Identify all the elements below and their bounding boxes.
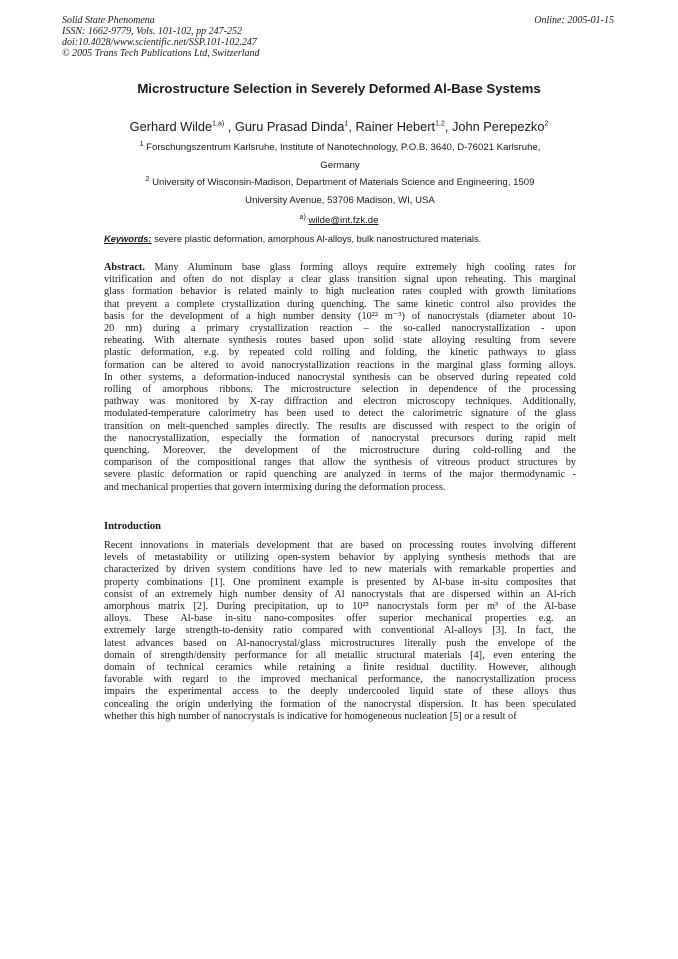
author-separator: ,: [444, 119, 452, 134]
journal-issn: ISSN: 1662-9779, Vols. 101-102, pp 247-252: [62, 26, 242, 37]
intro-line: [104, 686, 576, 698]
abstract-line-text: plastic deformation, e.g. by repeated cold rolling and folding, the kinetic pathways to glass: [104, 347, 576, 359]
abstract-line: [104, 323, 576, 335]
journal-header: [62, 15, 260, 59]
author-separator: ,: [224, 119, 235, 134]
intro-line-text: impairs the experimental access to the deeply undercooled liquid state of these alloys thus: [104, 686, 576, 698]
author-name: Rainer Hebert: [355, 119, 436, 134]
abstract-line-text: formation can be altered to avoid nanocrystallization reactions in the marginal glass forming alloys.: [104, 359, 576, 371]
intro-line: [104, 564, 576, 576]
abstract-line-text: the nanocrystallization, especially the formation of nanocrystal precursors during rapid melt: [104, 432, 576, 444]
intro-line: [104, 577, 576, 589]
intro-line: [104, 650, 576, 662]
abstract-line-text: reheating. With alternate synthesis routes based upon solid state alloying resulting from severe: [104, 335, 576, 347]
email-mark: a): [299, 214, 306, 221]
intro-line: [104, 540, 576, 552]
section-heading-introduction: Introduction: [104, 521, 161, 532]
keywords-label: Keywords:: [104, 234, 152, 244]
abstract-line-text: rolling of amorphous ribbons. The microstructure selection in dependence of the processing: [104, 384, 576, 396]
author-affil-mark: 2: [544, 120, 549, 128]
author-affil-mark: 1: [344, 120, 349, 128]
abstract-line-text: transition on melt-quenched samples directly. The results are discussed with respect to the origin of: [104, 420, 576, 432]
abstract-line-text: quenching. Moreover, the development of the microstructure during cold-rolling and the: [104, 445, 576, 457]
intro-line-text: consist of an extremely high number density of Al nanocrystals that are dispersed within an Al-rich: [104, 588, 576, 600]
abstract-line: [104, 433, 576, 445]
abstract-line: [104, 396, 576, 408]
abstract-line: [104, 469, 576, 481]
abstract-line: [104, 286, 576, 298]
intro-line-text: whether this high number of nanocrystals is indicative for homogeneous nucleation [5] or a result of: [104, 710, 517, 722]
intro-line-text: domain of technical ceramics while retaining a finite residual ductility. However, although: [104, 662, 576, 674]
abstract-line: [104, 408, 576, 420]
corresponding-email: [0, 214, 678, 226]
affiliation-line: Forschungszentrum Karlsruhe, Institute of Nanotechnology, P.O.B. 3640, D-76021 Karlsruhe,: [146, 142, 541, 154]
abstract-line: [104, 445, 576, 457]
abstract-line: [104, 384, 576, 396]
abstract-line-text: basis for the development of a high number density (10²² m⁻³) of nanocrystals (diameter about 10-: [104, 310, 576, 322]
intro-line: [104, 625, 576, 637]
abstract-line-text: Many Aluminum base glass forming alloys require extremely high cooling rates for: [144, 262, 576, 273]
intro-line-text: latest advances based on Al-nanocrystal/glass microstructures literally push the envelope of the: [104, 637, 576, 649]
abstract-line: [104, 335, 576, 347]
keywords-text: severe plastic deformation, amorphous Al-alloys, bulk nanostructured materials.: [154, 234, 482, 244]
journal-name: Solid State Phenomena: [62, 15, 155, 26]
abstract-line-text: modulated-temperature calorimetry has been used to detect the calorimetric signature of the glass: [104, 408, 576, 420]
intro-line-text: favorable with regard to the improved mechanical performance, the nanocrystallization process: [104, 674, 576, 686]
intro-line: [104, 674, 576, 686]
abstract-line: [104, 299, 576, 311]
abstract-line-text: glass formation behavior is related mainly to high nucleation rates coupled with growth limitations: [104, 286, 576, 298]
online-date: Online: 2005-01-15: [534, 15, 614, 26]
email-link[interactable]: wilde@int.fzk.de: [308, 215, 379, 227]
abstract-line-text: severe plastic deformation or rapid quenching are analyzed in terms of the major thermodynamic -: [104, 469, 576, 481]
abstract-line: [104, 347, 576, 359]
abstract-line: [104, 421, 576, 433]
intro-line: [104, 662, 576, 674]
intro-line: [104, 638, 576, 650]
intro-line: [104, 711, 576, 723]
abstract-line-text: pathway was monitored by X-ray diffraction and electron microscopy techniques. Additionally,: [104, 396, 576, 408]
affiliation-mark: 1: [139, 141, 144, 148]
intro-line: [104, 601, 576, 613]
intro-line-text: alloys. These Al-base in-situ nano-composites offer superior mechanical properties e.g. an: [104, 613, 576, 625]
abstract-line: [104, 274, 576, 286]
abstract-line: [104, 262, 576, 274]
author-list: [0, 119, 678, 134]
author-name: Guru Prasad Dinda: [234, 119, 345, 134]
abstract-label: Abstract.: [104, 262, 145, 273]
paper-title: Microstructure Selection in Severely Deformed Al-Base Systems: [137, 81, 541, 96]
intro-line-text: property combinations [1]. One prominent example is presented by Al-base in-situ composites that: [104, 576, 576, 588]
intro-line-text: levels of metastability or utilizing open-system behavior by applying synthesis methods that are: [104, 552, 576, 564]
abstract-line: [104, 311, 576, 323]
abstract-line: [104, 372, 576, 384]
abstract-line-text: comparison of the compositional ranges that allow the synthesis of vitreous product structures by: [104, 457, 576, 469]
abstract-line: [104, 360, 576, 372]
abstract-line-text: and mechanical properties that govern intermixing during the deformation process.: [104, 481, 446, 493]
intro-line: [104, 589, 576, 601]
author-affil-mark: 1,2: [435, 120, 445, 128]
affiliation-line: Germany: [320, 160, 360, 172]
abstract: [104, 262, 576, 494]
keywords: [104, 234, 574, 244]
affiliation-mark: 2: [145, 176, 150, 183]
affiliation: [105, 136, 575, 175]
intro-line: [104, 552, 576, 564]
abstract-line-text: 20 nm) during a primary crystallization reaction – the so-called nanocrystallization - upon: [104, 323, 576, 335]
intro-line-text: domain of strength/density performance for all metallic structural materials [4], even entering the: [104, 649, 576, 661]
journal-doi: doi:10.4028/www.scientific.net/SSP.101-102.247: [62, 37, 257, 48]
journal-copyright: © 2005 Trans Tech Publications Ltd, Switzerland: [62, 48, 260, 59]
intro-line-text: concealing the origin underlying the formation of the nanocrystal dispersion. It has been speculated: [104, 698, 576, 710]
intro-line-text: amorphous matrix [2]. During precipitation, up to 10²³ nanocrystals form per m³ of the Al-base: [104, 601, 576, 613]
intro-line-text: extremely large strength-to-density ratio compared with conventional Al-alloys [3]. In fact, the: [104, 625, 576, 637]
abstract-line-text: In other systems, a deformation-induced nanocrystal synthesis can be observed during repeated cold: [104, 371, 576, 383]
intro-line: [104, 613, 576, 625]
intro-line-text: Recent innovations in materials development that are based on processing routes involving different: [104, 540, 576, 551]
abstract-line: [104, 482, 576, 494]
intro-line: [104, 699, 576, 711]
intro-line-text: characterized by driven system conditions have led to new materials with remarkable properties and: [104, 564, 576, 576]
introduction-body: [104, 540, 576, 723]
author-affil-mark: 1,a): [212, 120, 225, 128]
author-name: Gerhard Wilde: [129, 119, 213, 134]
author-name: John Perepezko: [451, 119, 545, 134]
affiliation-line: University Avenue, 53706 Madison, WI, USA: [245, 195, 435, 207]
abstract-line: [104, 457, 576, 469]
affiliation: [105, 171, 575, 210]
affiliation-line: University of Wisconsin-Madison, Department of Materials Science and Engineering, 1509: [152, 177, 535, 189]
author-separator: ,: [348, 119, 356, 134]
abstract-line-text: that prevent a complete crystallization during quenching. The same kinetic control also provides the: [104, 298, 576, 310]
abstract-line-text: vitrification and often do not display a clear glass transition signal upon reheating. This marginal: [104, 274, 576, 286]
